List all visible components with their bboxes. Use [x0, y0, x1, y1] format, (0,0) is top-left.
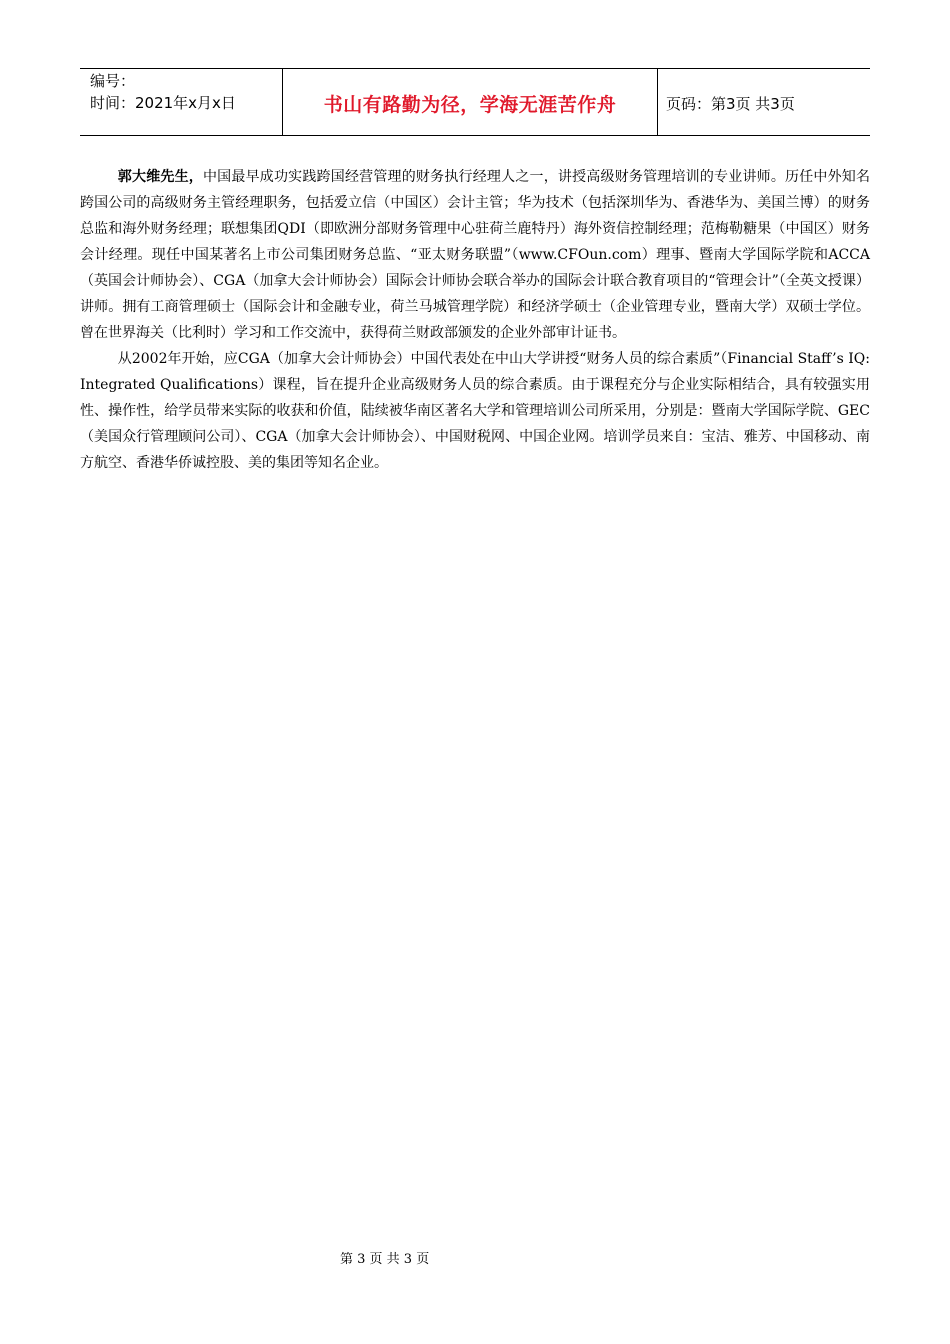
- page-footer: [0, 1248, 950, 1267]
- time-label: 时间：2021年x月x日: [90, 94, 236, 112]
- document-body: [80, 164, 870, 476]
- header-meta: [80, 69, 282, 135]
- page-code-text: 页码：第3页 共3页: [666, 94, 795, 113]
- paragraph-course: 从2002年开始，应CGA（加拿大会计师协会）中国代表处在中山大学讲授“财务人员的综合素质”（Financial Staff’s IQ: Integrated Qualifications）课程，旨在提升企业高级财务人员的综合素质。由于课程充分与企业实际相结合，具有较强实用性、操作性，给学员带来实际的收获和价值，陆续被华南区著名大学和管理培训公司所采用，分别是：暨南大学国际学院、GEC（美国众行管理顾问公司）、CGA（加拿大会计师协会）、中国财税网、中国企业网。培训学员来自：宝洁、雅芳、中国移动、南方航空、香港华侨诚控股、美的集团等知名企业。: [80, 351, 870, 471]
- paragraph-bio: [80, 164, 870, 346]
- page-header: [80, 68, 870, 136]
- motto-text: 书山有路勤为径，学海无涯苦作舟: [323, 93, 617, 116]
- footer-page-number: 第 3 页 共 3 页: [340, 1252, 430, 1267]
- bio-text: 中国最早成功实践跨国经营管理的财务执行经理人之一，讲授高级财务管理培训的专业讲师。历任中外知名跨国公司的高级财务主管经理职务，包括爱立信（中国区）会计主管；华为技术（包括深圳华为、香港华为、美国兰博）的财务总监和海外财务经理；联想集团QDI（即欧洲分部财务管理中心驻荷兰鹿特丹）海外资信控制经理；范梅勒糖果（中国区）财务会计经理。现任中国某著名上市公司集团财务总监、“亚太财务联盟”（www.CFOun.com）理事、暨南大学国际学院和ACCA（英国会计师协会）、CGA（加拿大会计师协会）国际会计师协会联合举办的国际会计联合教育项目的“管理会计”（全英文授课）讲师。拥有工商管理硕士（国际会计和金融专业，荷兰马城管理学院）和经济学硕士（企业管理专业，暨南大学）双硕士学位。曾在世界海关（比利时）学习和工作交流中，获得荷兰财政部颁发的企业外部审计证书。: [80, 169, 871, 341]
- bio-name: 郭大维先生，: [117, 169, 203, 185]
- header-motto-cell: [282, 69, 658, 135]
- number-label: 编号：: [90, 72, 136, 90]
- header-page-code: [658, 69, 870, 135]
